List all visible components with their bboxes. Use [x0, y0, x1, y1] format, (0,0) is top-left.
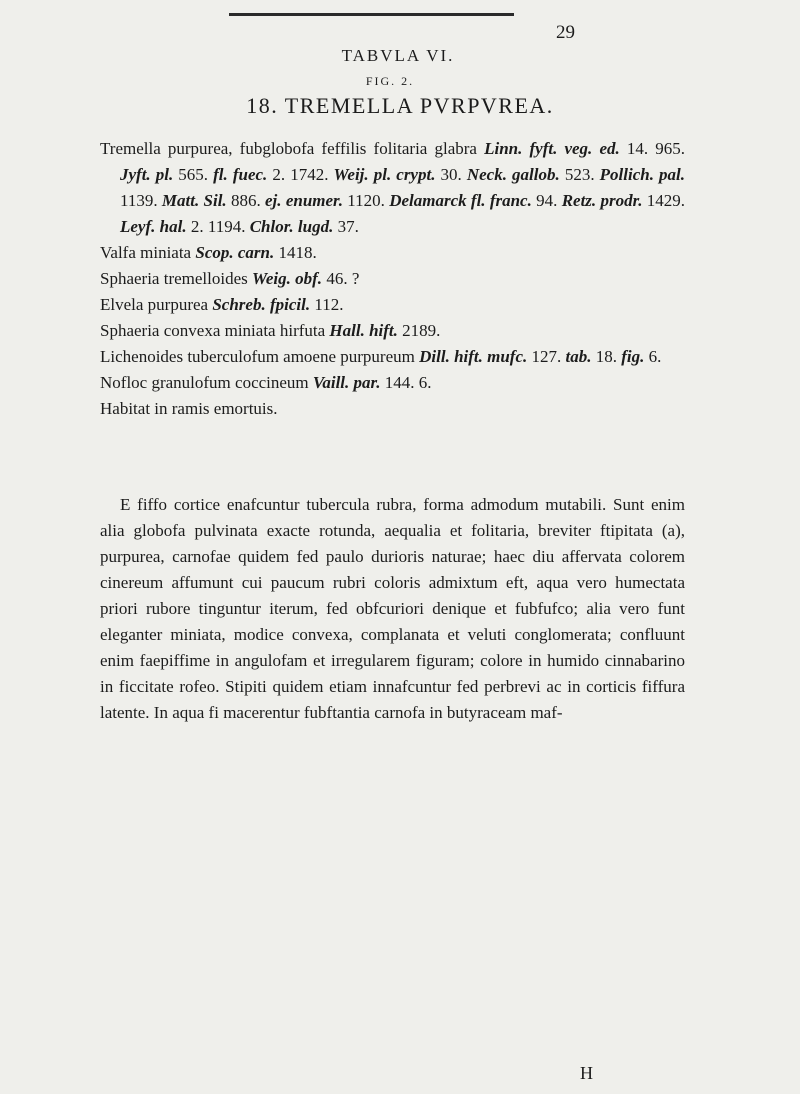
synonym-entry: Sphaeria convexa miniata hirfuta Hall. hift. 2189.: [100, 321, 441, 340]
description-paragraph: E fiffo cortice enafcuntur tubercula rubra, forma admodum mutabili. Sunt enim alia globofa pulvinata exacte rotunda, aequalia et folitaria, breviter ftipitata (a), purpurea, carnofae quidem fed paulo durioris naturae; haec diu affervata colorem cinereum affumunt cui paucum rubri coloris admixtum eft, aqua vero humectata priori rubore tinguntur iterum, fed obfcuriori denique et fubfufco; alia vero funt eleganter miniata, modice convexa, complanata et veluti conglomerata; confluunt enim faepiffime in angulofam et irregularem figuram; colore in humido cinnabarino in ficcitate rofeo. Stipiti quidem etiam innafcuntur fed perbrevi ac in corticis fiffura latente. In aqua fi macerentur fubftantia carnofa in butyraceam maf-: [100, 495, 685, 722]
plate-title: TABVLA VI.: [341, 46, 455, 65]
synonym-entry: Lichenoides tuberculofum amoene purpureum Dill. hift. mufc. 127. tab. 18. fig. 6.: [100, 347, 662, 366]
synonym-entry: Elvela purpurea Schreb. fpicil. 112.: [100, 295, 344, 314]
synonym-entry: Sphaeria tremelloides Weig. obf. 46. ?: [100, 269, 360, 288]
synonym-entry: Nofloc granulofum coccineum Vaill. par. 144. 6.: [100, 373, 432, 392]
figure-label: FIG. 2.: [365, 74, 415, 88]
synonym-entry: Tremella purpurea, fubglobofa feffilis folitaria glabra Linn. fyft. veg. ed. 14. 965. Jyft. pl. 565. fl. fuec. 2. 1742. Weij. pl. crypt. 30. Neck. gallob. 523. Pollich. pal. 1139. Matt. Sil. 886. ej. enumer. 1120. Delamarck fl. franc. 94. Retz. prodr. 1429. Leyf. hal. 2. 1194. Chlor. lugd. 37.: [100, 139, 686, 236]
page-number: 29: [556, 22, 575, 43]
description-block: [100, 492, 685, 726]
header-rule: [229, 13, 514, 16]
synonymy-block: [100, 136, 685, 422]
signature-mark: H: [580, 1063, 593, 1083]
habitat-line: Habitat in ramis emortuis.: [100, 399, 278, 418]
synonym-entry: Valfa miniata Scop. carn. 1418.: [100, 243, 317, 262]
species-title: 18. TREMELLA PVRPVREA.: [246, 93, 554, 118]
